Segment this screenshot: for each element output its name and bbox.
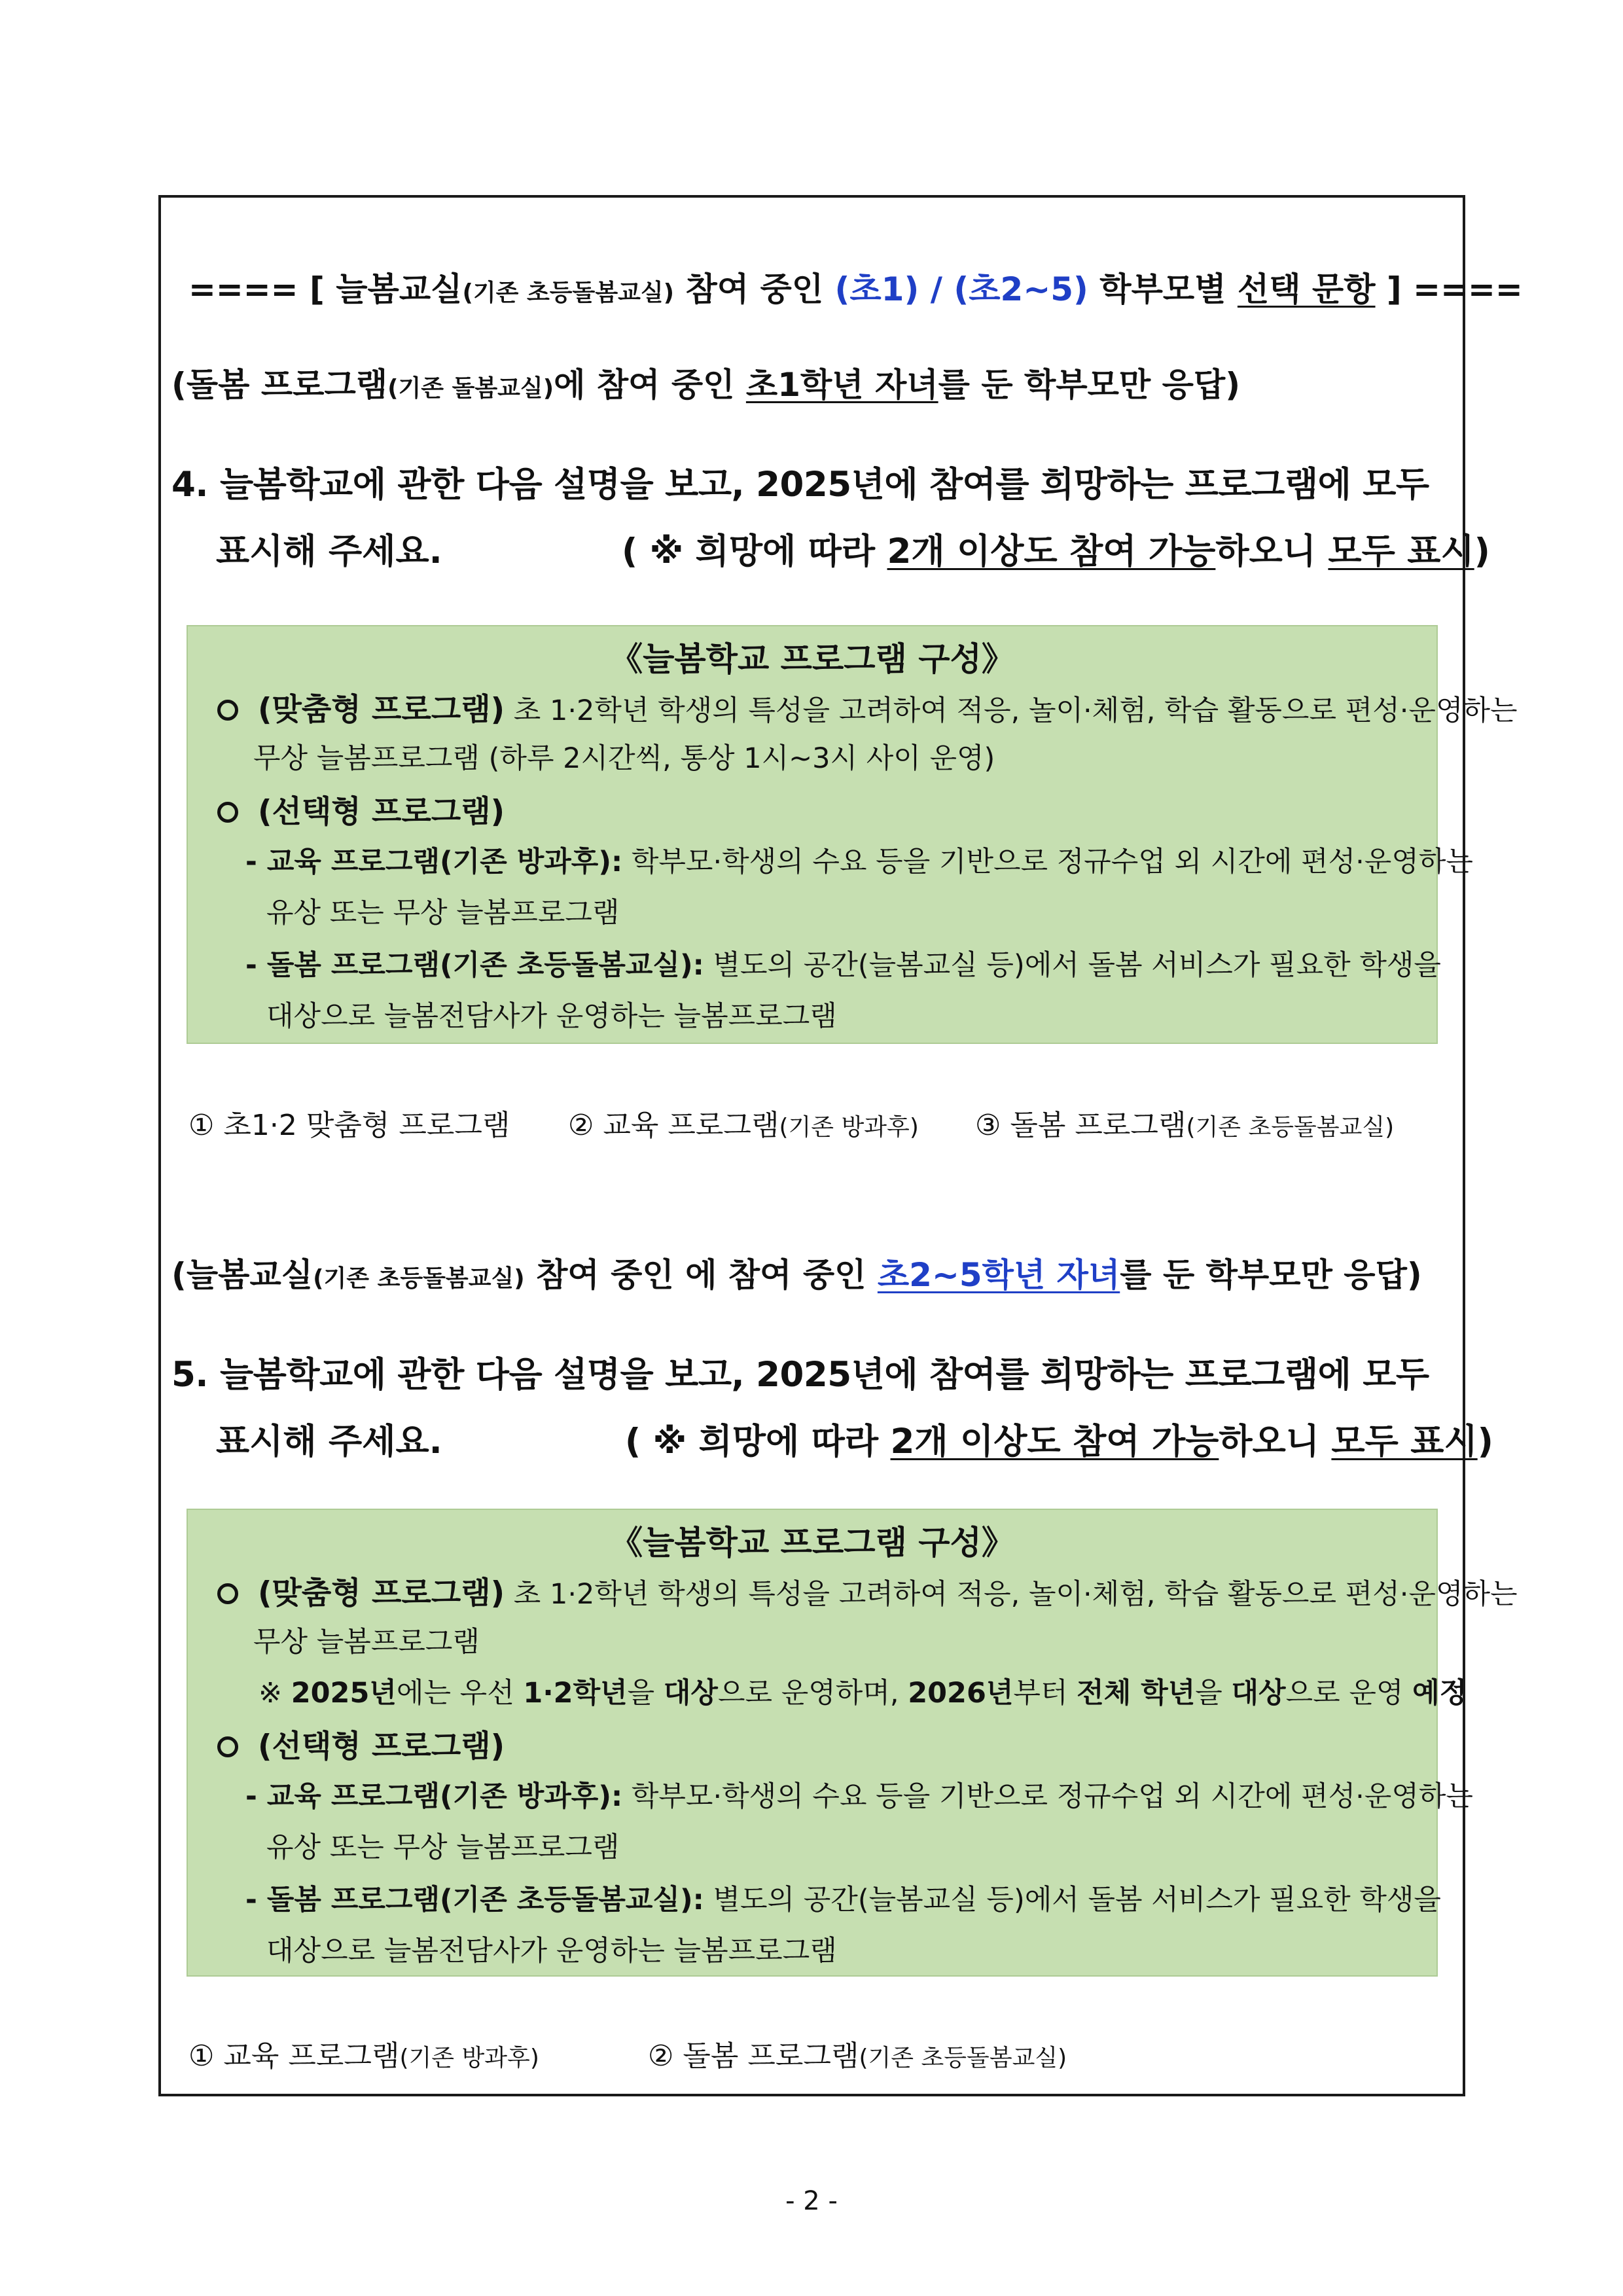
box1-care — [245, 943, 1441, 983]
q5-line2a: 표시해 주세요. — [216, 1422, 442, 1462]
q5-condition — [171, 1249, 1422, 1296]
q5-cond-target: 초2~5학년 자녀 — [877, 1256, 1120, 1294]
q4-note-e: 모두 표시 — [1328, 531, 1474, 571]
page-number: - 2 - — [785, 2186, 838, 2216]
header-d: 학부모별 — [1088, 270, 1238, 308]
q5-option-1-label: ① 교육 프로그램 — [188, 2039, 400, 2073]
header-selection: 선택 문항 — [1237, 270, 1376, 308]
bullet-icon — [217, 802, 238, 823]
box2-care-text1: 별도의 공간(늘봄교실 등)에서 돌봄 서비스가 필요한 학생을 — [704, 1884, 1441, 1916]
box2-custom — [217, 1569, 1518, 1613]
box2-note-e: 을 — [627, 1677, 664, 1710]
box2-select-label: (선택형 프로그램) — [258, 1729, 505, 1765]
box2-edu-text1: 학부모·학생의 수요 등을 기반으로 정규수업 외 시간에 편성·운영하는 — [622, 1780, 1473, 1813]
q4-cond-p2: 에 참여 중인 — [554, 366, 746, 404]
q5-option-2[interactable] — [648, 2032, 1067, 2074]
q4-cond-small: (기존 돌봄교실) — [387, 375, 554, 402]
q5-cond-small: (기존 초등돌봄교실) — [313, 1265, 525, 1292]
box2-note-l: 대상 — [1231, 1677, 1286, 1710]
q5-note-d: 하오니 — [1219, 1422, 1332, 1462]
q5-option-1[interactable] — [188, 2032, 539, 2074]
box2-custom-text1: 초 1·2학년 학생의 특성을 고려하여 적응, 놀이·체험, 학습 활동으로 편성·운영하는 — [505, 1578, 1518, 1611]
box1-custom-text2: 무상 늘봄프로그램 (하루 2시간씩, 통상 1시~3시 사이 운영) — [253, 742, 995, 775]
header-a: 늘봄교실 — [336, 270, 463, 308]
q4-cond-target: 초1학년 자녀 — [745, 366, 938, 404]
q4-line1: 4. 늘봄학교에 관한 다음 설명을 보고, 2025년에 참여를 희망하는 프로그램에 모두 — [171, 465, 1429, 505]
q5-note-f: ) — [1477, 1422, 1493, 1462]
q4-option-1[interactable]: ① 초1·2 맞춤형 프로그램 — [188, 1109, 510, 1142]
q4-option-3-note: (기존 초등돌봄교실) — [1186, 1114, 1395, 1141]
box1-edu-label: - 교육 프로그램(기존 방과후): — [245, 846, 623, 878]
q5-option-2-note: (기존 초등돌봄교실) — [859, 2045, 1067, 2072]
q5-line1: 5. 늘봄학교에 관한 다음 설명을 보고, 2025년에 참여를 희망하는 프로그램에 모두 — [171, 1355, 1429, 1395]
box2-note-d: 1·2학년 — [523, 1677, 628, 1710]
box2-note-b: 2025년 — [291, 1677, 397, 1710]
box1-custom-label: (맞춤형 프로그램) — [258, 692, 505, 728]
box2-note-m: 으로 운영 — [1285, 1677, 1413, 1710]
q5-note-b: ( ※ 희망에 따라 — [625, 1422, 891, 1462]
box2-note-j: 전체 학년 — [1077, 1677, 1196, 1710]
box1-edu-text1: 학부모·학생의 수요 등을 기반으로 정규수업 외 시간에 편성·운영하는 — [622, 846, 1473, 878]
q4-note-b: ( ※ 희망에 따라 — [622, 531, 887, 571]
q5-cond-p4: 를 둔 학부모만 응답) — [1120, 1256, 1422, 1294]
box2-note-a: ※ — [259, 1677, 291, 1710]
box2-note — [259, 1671, 1467, 1711]
header-a-small: (기존 초등돌봄교실) — [462, 279, 675, 306]
section-header — [188, 263, 1523, 310]
header-pre: ==== [ — [188, 270, 336, 308]
q4-option-3[interactable] — [975, 1102, 1394, 1143]
q5-cond-p2: 참여 중인 에 참여 중인 — [524, 1256, 878, 1294]
q4-condition — [171, 359, 1240, 406]
q4-option-3-label: ③ 돌봄 프로그램 — [975, 1109, 1186, 1142]
q4-line2a: 표시해 주세요. — [216, 531, 442, 571]
box1-care-text2: 대상으로 늘봄전담사가 운영하는 늘봄프로그램 — [266, 1000, 837, 1033]
box2-edu-text2: 유상 또는 무상 늘봄프로그램 — [266, 1831, 620, 1864]
box2-note-c: 에는 우선 — [396, 1677, 524, 1710]
q4-cond-p1: (돌봄 프로그램 — [171, 366, 388, 404]
box2-note-g: 으로 운영하며, — [717, 1677, 908, 1710]
box2-edu-label: - 교육 프로그램(기존 방과후): — [245, 1780, 623, 1813]
box1-custom — [217, 685, 1518, 729]
box2-note-f: 대상 — [663, 1677, 718, 1710]
q5-cond-p1: (늘봄교실 — [171, 1256, 313, 1294]
box2-note-k: 을 — [1195, 1677, 1232, 1710]
q4-option-2-note: (기존 방과후) — [779, 1114, 919, 1141]
q5-option-1-note: (기존 방과후) — [399, 2045, 539, 2072]
q5-option-2-label: ② 돌봄 프로그램 — [648, 2039, 859, 2073]
q5-line2 — [625, 1414, 1493, 1463]
header-grades: (초1) / (초2~5) — [834, 270, 1088, 308]
box2-note-i: 부터 — [1013, 1677, 1077, 1710]
program-info-box-2 — [187, 1509, 1518, 1977]
q5-note-c: 2개 이상도 참여 가능 — [890, 1422, 1219, 1462]
q4-cond-p4: 를 둔 학부모만 응답) — [938, 366, 1241, 404]
box1-custom-text1: 초 1·2학년 학생의 특성을 고려하여 적응, 놀이·체험, 학습 활동으로 편성·운영하는 — [505, 694, 1518, 727]
box2-custom-text2: 무상 늘봄프로그램 — [253, 1626, 480, 1659]
box2-edu — [245, 1774, 1473, 1814]
header-post: ] ==== — [1375, 270, 1523, 308]
box2-note-n: 예정 — [1412, 1677, 1467, 1710]
bullet-icon — [217, 1736, 238, 1757]
q4-note-c: 2개 이상도 참여 가능 — [887, 531, 1216, 571]
box2-custom-label: (맞춤형 프로그램) — [258, 1575, 505, 1611]
box1-edu-text2: 유상 또는 무상 늘봄프로그램 — [266, 897, 620, 929]
box1-title: 《늘봄학교 프로그램 구성》 — [610, 640, 1014, 678]
q5-note-e: 모두 표시 — [1331, 1422, 1478, 1462]
box1-care-label: - 돌봄 프로그램(기존 초등돌봄교실): — [245, 949, 704, 982]
box2-title: 《늘봄학교 프로그램 구성》 — [610, 1524, 1014, 1562]
q4-line2 — [622, 524, 1490, 573]
box1-select — [217, 787, 505, 831]
box1-select-label: (선택형 프로그램) — [258, 794, 505, 830]
box1-care-text1: 별도의 공간(늘봄교실 등)에서 돌봄 서비스가 필요한 학생을 — [704, 949, 1441, 982]
q4-option-2[interactable] — [568, 1102, 919, 1143]
q4-note-d: 하오니 — [1215, 531, 1329, 571]
program-info-box-1 — [187, 625, 1518, 1044]
bullet-icon — [217, 700, 238, 721]
box1-edu — [245, 840, 1473, 880]
q4-option-2-label: ② 교육 프로그램 — [568, 1109, 779, 1142]
q4-note-f: ) — [1474, 531, 1490, 571]
header-b: 참여 중인 — [674, 270, 835, 308]
box2-note-h: 2026년 — [908, 1677, 1014, 1710]
box2-care-label: - 돌봄 프로그램(기존 초등돌봄교실): — [245, 1884, 704, 1916]
box2-care-text2: 대상으로 늘봄전담사가 운영하는 늘봄프로그램 — [266, 1935, 837, 1967]
bullet-icon — [217, 1583, 238, 1604]
box2-select — [217, 1722, 505, 1766]
box2-care — [245, 1878, 1441, 1918]
